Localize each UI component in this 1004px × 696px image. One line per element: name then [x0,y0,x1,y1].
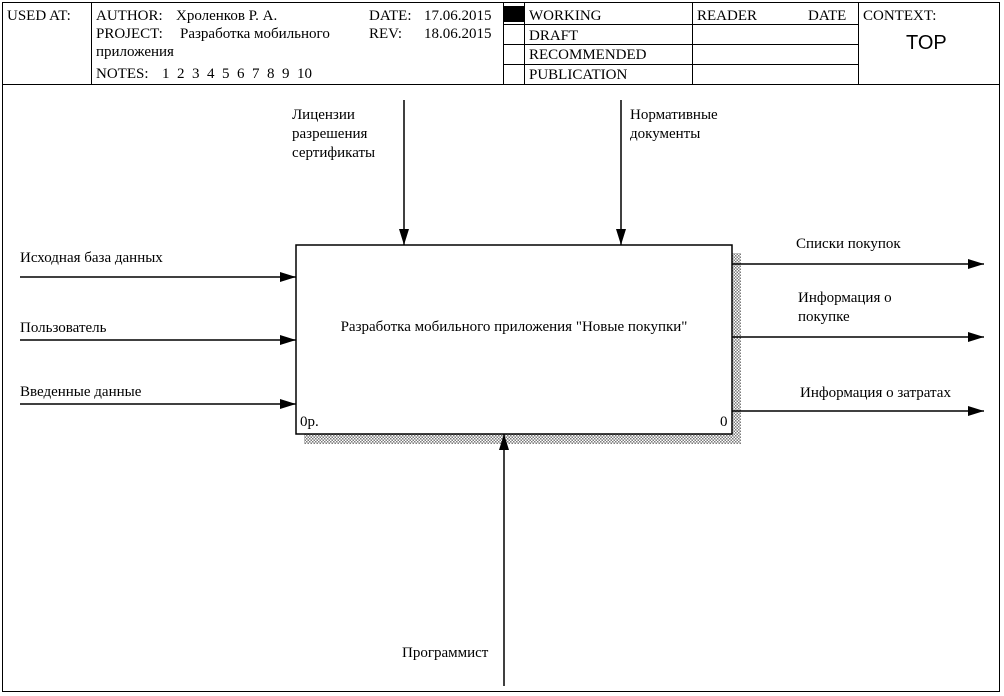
context-label: CONTEXT: [863,8,937,24]
notes-value: 1 2 3 4 5 6 7 8 9 10 [162,66,312,82]
input-label-1: Исходная база данных [20,250,163,266]
rev-value: 18.06.2015 [424,26,492,42]
input-label-2: Пользователь [20,320,107,336]
output-label-2-line1: Информация о [798,290,892,306]
box-shadow-right [732,253,741,444]
author-value: Хроленков Р. А. [176,8,278,24]
control-label-1-line3: сертификаты [292,145,376,161]
status-recommended: RECOMMENDED [529,47,647,63]
output-label-3: Информация о затратах [800,385,951,401]
function-box [296,245,732,434]
rev-label: REV: [369,26,403,42]
used-at-label: USED AT: [7,8,71,24]
function-box-label: Разработка мобильного приложения "Новые покупки" [340,319,688,335]
box-shadow-bottom [304,434,741,444]
project-value-line1: Разработка мобильного [180,26,330,42]
output-label-2-line2: покупке [798,309,850,325]
status-working: WORKING [529,8,602,24]
mechanism-label-1: Программист [402,645,489,661]
author-label: AUTHOR: [96,8,163,24]
context-value: TOP [906,32,947,54]
date-value: 17.06.2015 [424,8,492,24]
function-box-cost: 0р. [300,414,319,430]
reader-date-label: DATE [808,8,847,24]
control-label-2-line2: документы [630,126,701,142]
function-box-number: 0 [720,414,728,430]
notes-label: NOTES: [96,66,149,82]
control-label-1-line1: Лицензии [292,107,355,123]
reader-label: READER [697,8,757,24]
date-label: DATE: [369,8,412,24]
status-publication: PUBLICATION [529,67,628,83]
control-label-2-line1: Нормативные [630,107,718,123]
input-label-3: Введенные данные [20,384,142,400]
project-value-line2: приложения [96,44,174,60]
status-draft: DRAFT [529,28,579,44]
control-label-1-line2: разрешения [292,126,368,142]
output-label-1: Списки покупок [796,236,901,252]
project-label: PROJECT: [96,26,163,42]
